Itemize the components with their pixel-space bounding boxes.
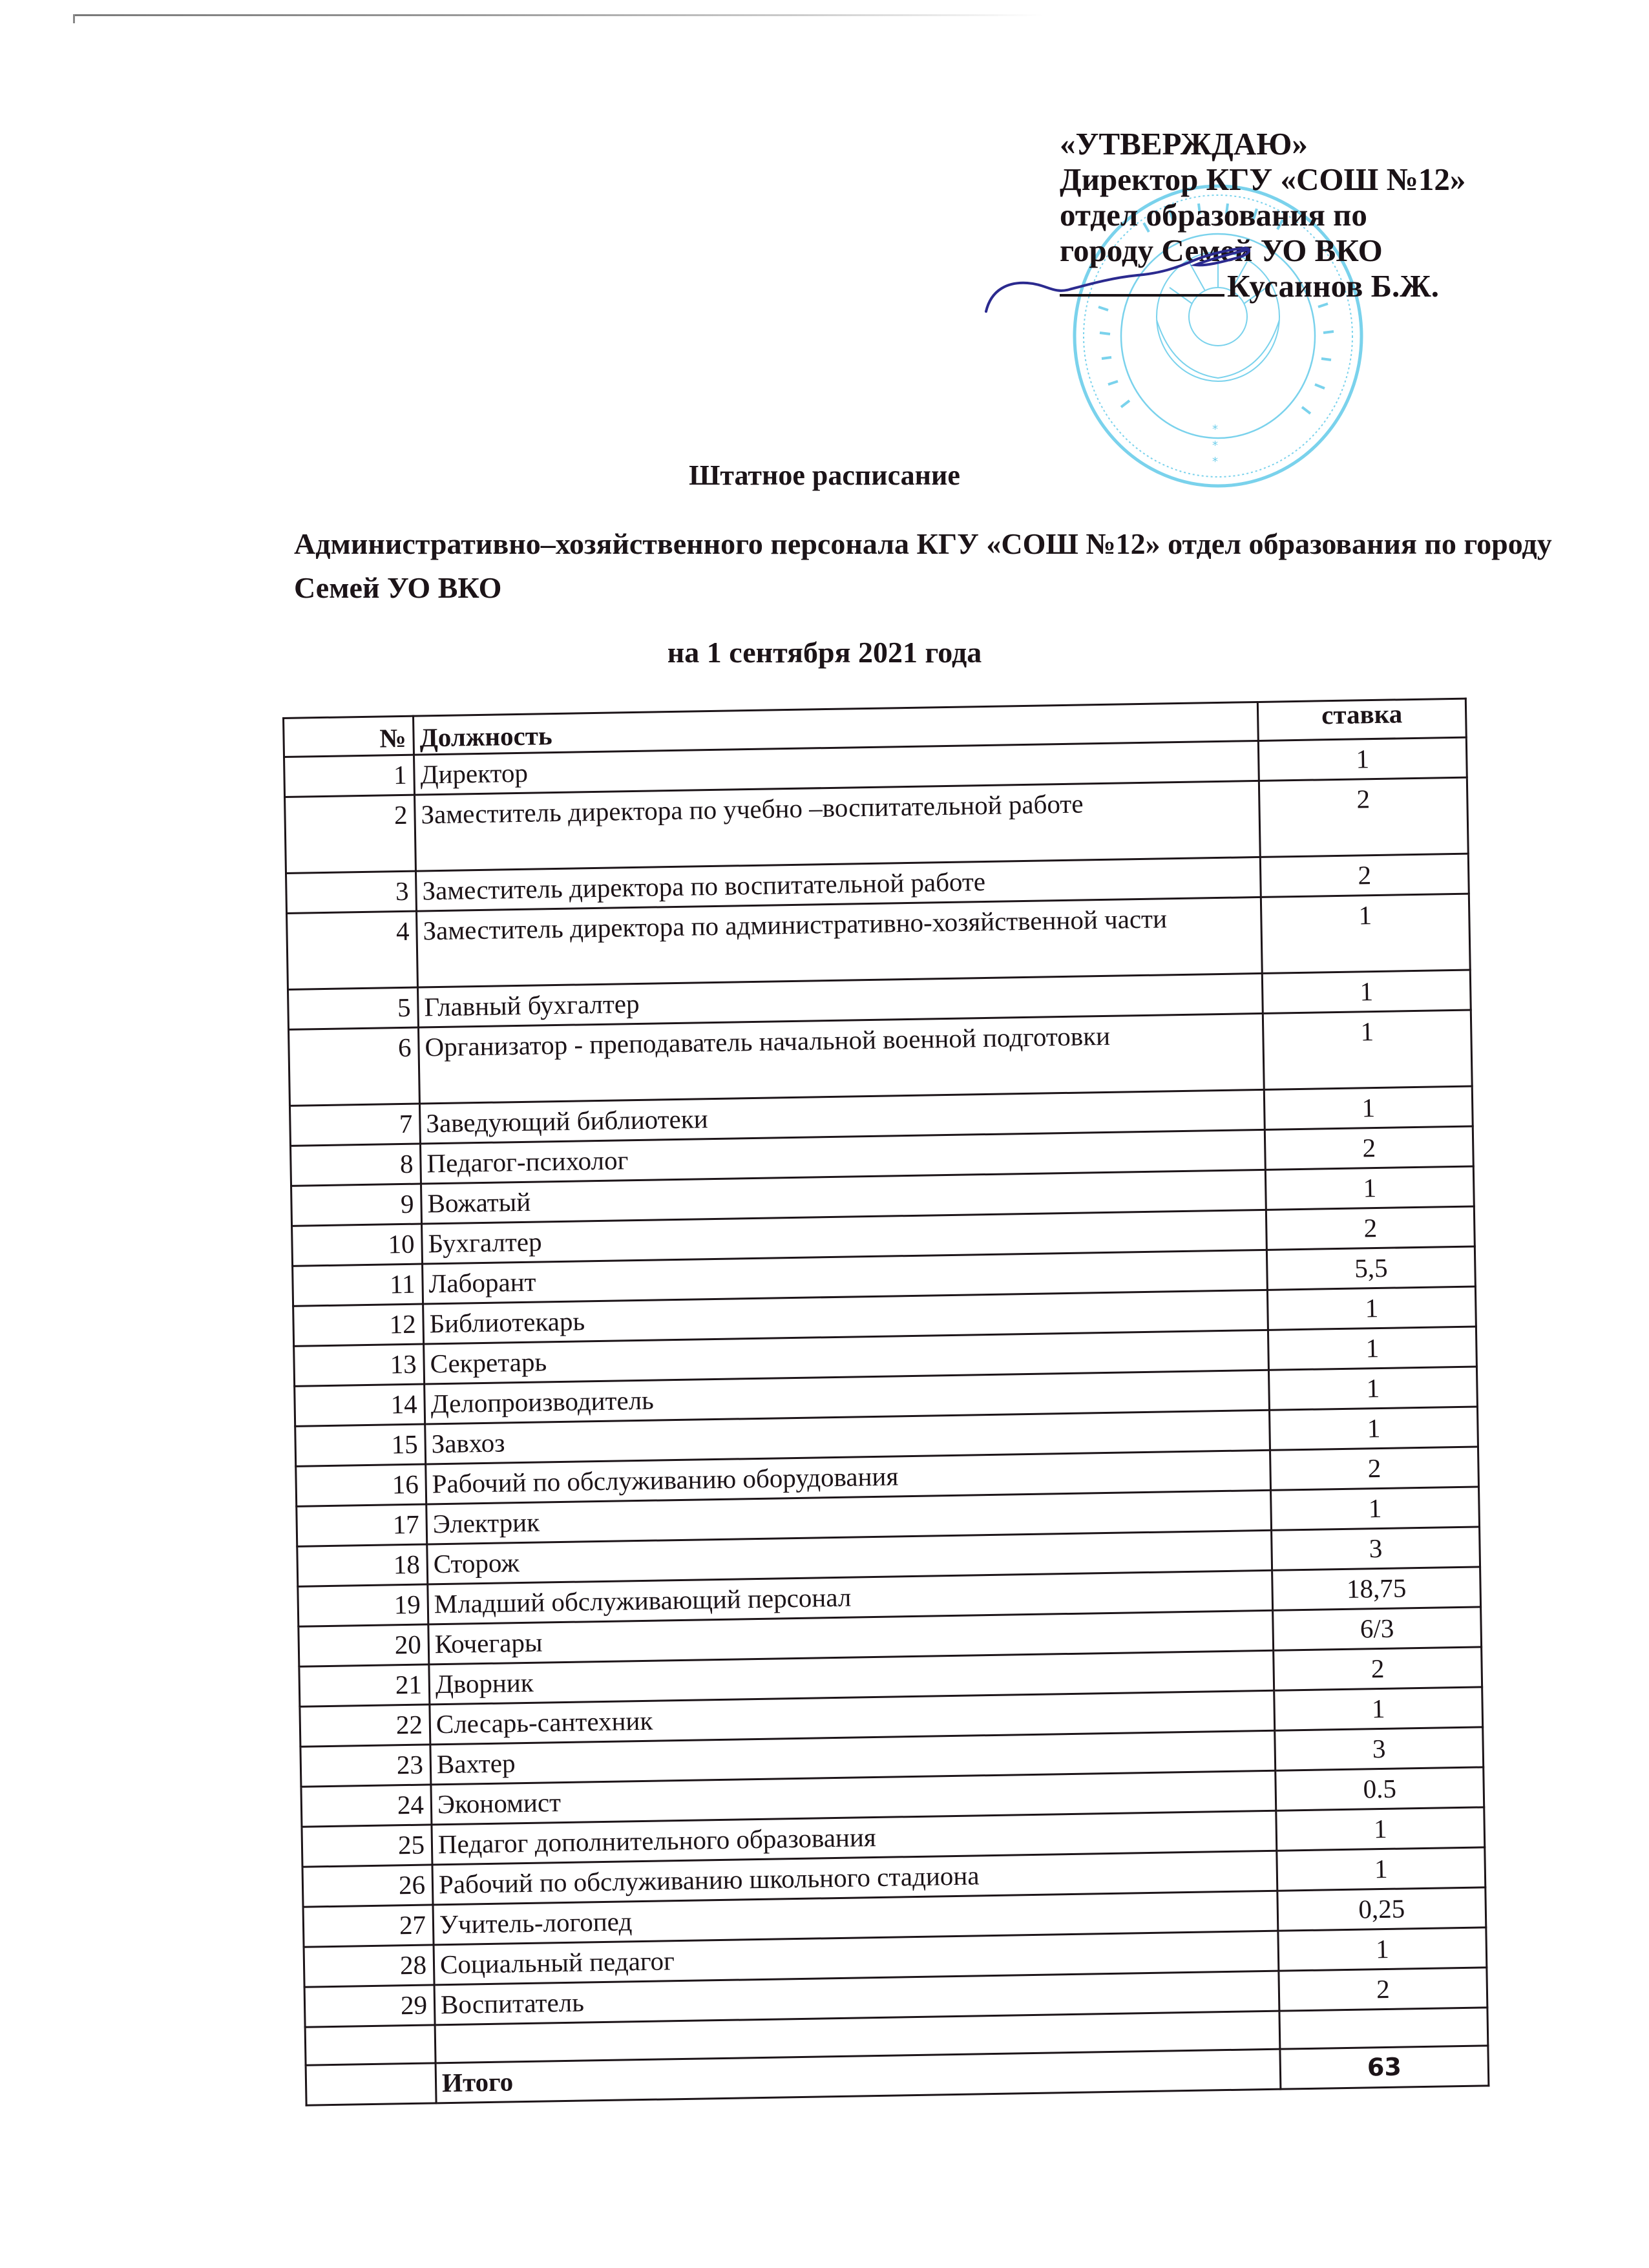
- row-position: Вожатый: [421, 1170, 1266, 1224]
- row-number: 14: [295, 1384, 425, 1426]
- row-rate: 18,75: [1272, 1567, 1481, 1610]
- row-position: Заместитель директора по учебно –воспитательной работе: [415, 781, 1261, 871]
- row-number: 19: [298, 1584, 428, 1626]
- row-rate: 3: [1272, 1527, 1480, 1570]
- document-date: на 1 сентября 2021 года: [667, 636, 982, 669]
- signature-stroke: [986, 248, 1249, 311]
- seal-star-2: *: [1212, 439, 1218, 452]
- total-label: Итого: [436, 2049, 1281, 2103]
- scan-edge-corner: [73, 14, 75, 23]
- row-number: 25: [302, 1825, 432, 1867]
- row-position: Заместитель директора по воспитательной работе: [415, 857, 1261, 911]
- row-rate: 1: [1276, 1807, 1485, 1851]
- row-number: 16: [296, 1464, 426, 1506]
- row-position: Бухгалтер: [422, 1210, 1267, 1264]
- seal-star-1: *: [1212, 423, 1218, 436]
- row-position: Заведующий библиотеки: [419, 1089, 1265, 1144]
- row-rate: 1: [1267, 1286, 1476, 1330]
- row-position: Младший обслуживающий персонал: [428, 1570, 1273, 1624]
- row-position: Экономист: [431, 1770, 1276, 1825]
- row-rate: 1: [1258, 737, 1467, 781]
- row-position: Воспитатель: [434, 1971, 1279, 2025]
- approval-heading: «УТВЕРЖДАЮ»: [1060, 126, 1308, 162]
- row-rate: 2: [1279, 1968, 1487, 2011]
- row-rate: 6/3: [1273, 1607, 1482, 1650]
- row-number: 9: [291, 1184, 422, 1226]
- row-rate: 2: [1274, 1647, 1482, 1690]
- row-position: Социальный педагог: [434, 1931, 1279, 1985]
- row-number: 23: [300, 1745, 431, 1787]
- row-position: Лаборант: [423, 1250, 1268, 1304]
- row-number: 17: [297, 1504, 427, 1546]
- row-number: 21: [299, 1664, 430, 1706]
- row-position: Заместитель директора по административно-хозяйственной части: [417, 897, 1263, 987]
- row-rate: 2: [1270, 1447, 1479, 1490]
- row-number: 3: [286, 871, 417, 913]
- row-rate: 1: [1268, 1367, 1477, 1410]
- row-rate: 1: [1263, 1010, 1472, 1089]
- row-number: 7: [289, 1104, 420, 1146]
- header-number: №: [284, 716, 414, 757]
- approval-department-line: отдел образования по: [1060, 197, 1367, 233]
- row-rate: 2: [1260, 854, 1469, 897]
- row-number: 29: [304, 1985, 435, 2027]
- row-rate: 1: [1265, 1166, 1474, 1210]
- row-number: 12: [293, 1304, 424, 1346]
- approval-city-line: городу Семей УО ВКО: [1060, 233, 1383, 268]
- row-number: 8: [291, 1144, 421, 1186]
- row-position: Дворник: [429, 1650, 1274, 1705]
- row-position: Секретарь: [424, 1330, 1269, 1384]
- row-rate: 2: [1259, 777, 1468, 857]
- header-rate: ставка: [1257, 698, 1466, 740]
- row-number: 15: [295, 1424, 426, 1466]
- total-value: 63: [1280, 2046, 1489, 2089]
- row-number: 24: [301, 1785, 432, 1827]
- total-cell-number: [306, 2063, 436, 2105]
- empty-cell-number: [305, 2025, 436, 2065]
- staff-schedule-table: [282, 698, 1489, 2106]
- approval-director-title: Директор КГУ «СОШ №12»: [1060, 162, 1466, 197]
- seal-star-3: *: [1212, 455, 1218, 468]
- row-rate: 0.5: [1276, 1767, 1484, 1811]
- row-number: 26: [302, 1865, 433, 1907]
- row-position: Электрик: [426, 1490, 1272, 1544]
- row-position: Рабочий по обслуживанию школьного стадиона: [432, 1851, 1277, 1905]
- row-rate: 1: [1268, 1327, 1476, 1370]
- row-rate: 1: [1278, 1927, 1487, 1971]
- header-position: Должность: [413, 702, 1258, 755]
- row-position: Директор: [414, 740, 1259, 795]
- row-position: Педагог-психолог: [420, 1129, 1265, 1184]
- row-rate: 0,25: [1277, 1887, 1486, 1931]
- row-number: 28: [304, 1945, 434, 1987]
- row-rate: 1: [1277, 1847, 1486, 1891]
- row-number: 22: [300, 1705, 430, 1747]
- row-position: Кочегары: [428, 1610, 1274, 1664]
- row-position: Слесарь-сантехник: [430, 1690, 1275, 1745]
- row-rate: 1: [1274, 1687, 1483, 1730]
- row-position: Учитель-логопед: [433, 1891, 1278, 1945]
- row-rate: 1: [1271, 1487, 1480, 1530]
- staff-schedule-table-wrapper: [282, 698, 1489, 2106]
- row-position: Вахтер: [430, 1730, 1276, 1785]
- row-position: Библиотекарь: [423, 1290, 1268, 1344]
- row-rate: 1: [1261, 894, 1470, 973]
- row-rate: 1: [1262, 970, 1471, 1013]
- row-rate: 1: [1264, 1086, 1473, 1129]
- document-title: Штатное расписание: [689, 459, 960, 491]
- row-position: Делопроизводитель: [425, 1370, 1270, 1424]
- row-number: 11: [293, 1264, 423, 1306]
- row-position: Завхоз: [425, 1410, 1270, 1464]
- row-number: 27: [303, 1905, 434, 1947]
- row-position: Организатор - преподаватель начальной военной подготовки: [418, 1013, 1264, 1104]
- row-number: 13: [294, 1344, 425, 1386]
- row-number: 6: [289, 1027, 420, 1106]
- row-number: 1: [284, 755, 415, 797]
- row-position: Педагог дополнительного образования: [432, 1811, 1277, 1865]
- row-rate: 2: [1266, 1206, 1475, 1250]
- scan-edge-line: [74, 14, 1044, 16]
- row-number: 4: [287, 911, 418, 989]
- empty-cell-rate: [1279, 2008, 1488, 2049]
- approval-signatory-name: Кусаинов Б.Ж.: [1227, 268, 1439, 304]
- row-number: 10: [292, 1224, 423, 1266]
- row-rate: 5,5: [1266, 1246, 1475, 1290]
- handwritten-signature: [982, 233, 1292, 330]
- row-rate: 2: [1265, 1126, 1473, 1170]
- row-number: 20: [299, 1624, 429, 1666]
- row-position: Главный бухгалтер: [417, 973, 1263, 1027]
- row-rate: 3: [1275, 1727, 1484, 1770]
- row-number: 18: [297, 1544, 428, 1586]
- row-number: 2: [285, 795, 416, 873]
- document-subtitle: Административно–хозяйственного персонала КГУ «СОШ №12» отдел образования по городу Семей УО ВКО: [294, 527, 1552, 604]
- row-position: Рабочий по обслуживанию оборудования: [426, 1450, 1271, 1504]
- row-rate: 1: [1269, 1407, 1478, 1450]
- row-position: Сторож: [427, 1530, 1272, 1584]
- row-number: 5: [288, 987, 418, 1029]
